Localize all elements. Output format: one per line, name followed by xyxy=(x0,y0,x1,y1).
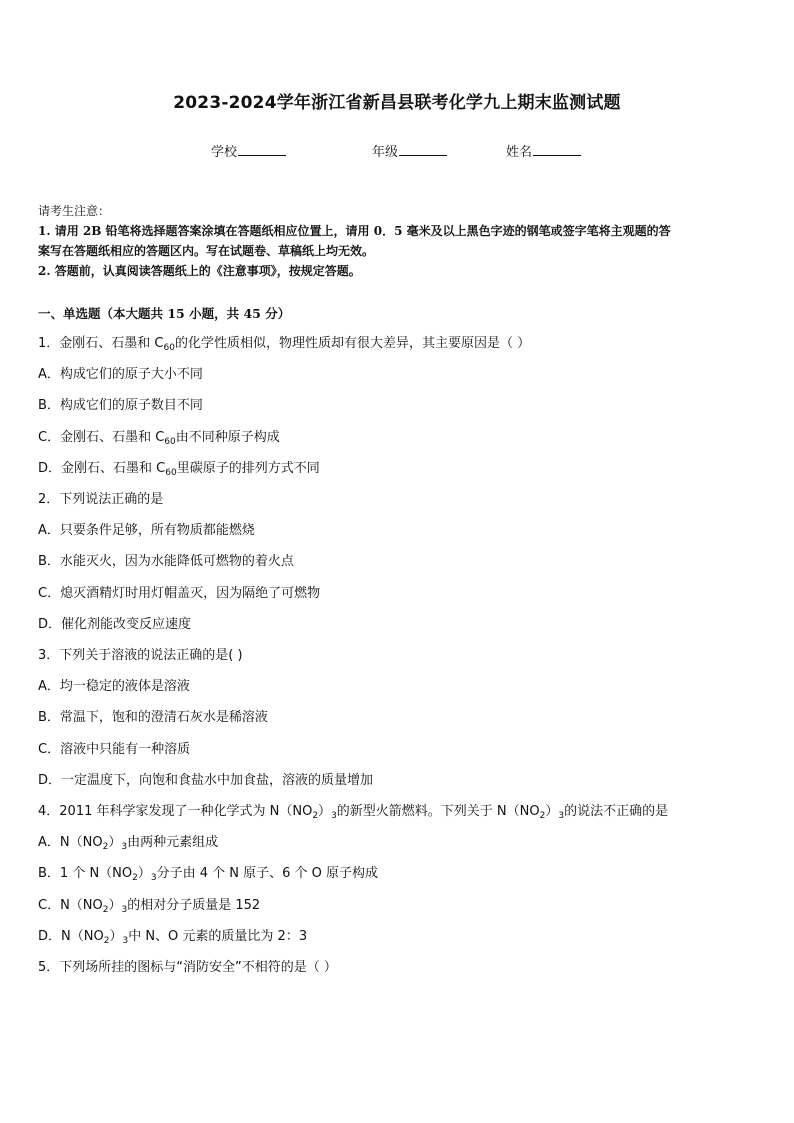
q1-option-d-subscript: 60 xyxy=(165,468,177,478)
q4-option-c xyxy=(38,894,260,913)
q4-stem-part: 4．2011 年科学家发现了一种化学式为 N（NO xyxy=(38,804,313,819)
grade-field xyxy=(372,141,447,160)
q1-option-d xyxy=(38,457,320,476)
q3-option-b: B．常温下，饱和的澄清石灰水是稀溶液 xyxy=(38,710,268,725)
q4-stem-subscript: 2 xyxy=(312,811,319,821)
notice-item-2: 2. 答题前，认真阅读答题纸上的《注意事项》，按规定答题。 xyxy=(38,264,361,278)
q4-option-a-part: ） xyxy=(108,835,122,850)
q4-option-c-part: C．N（NO xyxy=(38,898,103,913)
q4-option-d-subscript: 2 xyxy=(103,936,110,946)
q4-stem xyxy=(38,800,668,819)
q3-stem: 3．下列关于溶液的说法正确的是( ) xyxy=(38,648,243,663)
q3-option-a: A．均一稳定的液体是溶液 xyxy=(38,679,190,694)
q4-stem-part: 的说法不正确的是 xyxy=(564,804,669,819)
q1-stem-part: 的化学性质相似，物理性质却有很大差异，其主要原因是（ ） xyxy=(174,336,531,351)
notice-item-1-line-1: 1. 请用 2B 铅笔将选择题答案涂填在答题纸相应位置上，请用 0．5 毫米及以上黑色字迹的钢笔或签字笔将主观题的答 xyxy=(38,224,671,238)
q4-option-b-part: B．1 个 N（NO xyxy=(38,866,133,881)
q4-stem-part: ） xyxy=(545,804,559,819)
q1-stem xyxy=(38,332,530,351)
q1-option-a: A．构成它们的原子大小不同 xyxy=(38,367,203,382)
q4-option-c-part: ） xyxy=(108,898,122,913)
q4-option-c-subscript: 3 xyxy=(121,905,128,915)
notice-item-1-line-2: 案写在答题纸相应的答题区内。写在试题卷、草稿纸上均无效。 xyxy=(38,244,375,258)
q1-option-d-part: 里碳原子的排列方式不同 xyxy=(176,461,320,476)
q1-stem-part: 1．金刚石、石墨和 C xyxy=(38,336,164,351)
q4-option-b-part: ） xyxy=(137,866,151,881)
name-blank xyxy=(533,143,581,156)
q1-option-d-part: D．金刚石、石墨和 C xyxy=(38,461,166,476)
q4-option-b-part: 分子由 4 个 N 原子、6 个 O 原子构成 xyxy=(156,866,379,881)
q4-stem-subscript: 3 xyxy=(558,811,565,821)
q4-option-a-part: 由两种元素组成 xyxy=(127,835,219,850)
q4-stem-part: 的新型火箭燃料。下列关于 N（NO xyxy=(336,804,540,819)
q4-option-a-subscript: 3 xyxy=(121,842,128,852)
q3-option-d: D．一定温度下，向饱和食盐水中加食盐，溶液的质量增加 xyxy=(38,773,374,788)
school-label: 学校 xyxy=(211,145,238,160)
notice-block xyxy=(38,201,760,281)
q1-option-c-part: C．金刚石、石墨和 C xyxy=(38,430,165,445)
q5-stem: 5．下列场所挂的图标与“消防安全”不相符的是（ ） xyxy=(38,960,337,975)
q4-stem-subscript: 2 xyxy=(539,811,546,821)
name-label: 姓名 xyxy=(506,145,533,160)
q4-option-a xyxy=(38,831,218,850)
q4-option-b-subscript: 2 xyxy=(132,873,138,883)
q1-option-b: B．构成它们的原子数目不同 xyxy=(38,398,203,413)
q1-stem-subscript: 60 xyxy=(163,343,175,353)
q4-option-d-subscript: 3 xyxy=(122,936,129,946)
q4-option-a-part: A．N（NO xyxy=(38,835,103,850)
page-title: 2023-2024学年浙江省新昌县联考化学九上期末监测试题 xyxy=(173,93,621,113)
q4-option-d-part: D．N（NO xyxy=(38,929,104,944)
q4-option-d-part: 中 N、O 元素的质量比为 2：3 xyxy=(128,929,308,944)
q4-stem-part: ） xyxy=(318,804,332,819)
q4-option-c-part: 的相对分子质量是 152 xyxy=(127,898,261,913)
q1-option-c-subscript: 60 xyxy=(164,437,176,447)
grade-blank xyxy=(399,143,447,156)
section-title: 一、单选题（本大题共 15 小题，共 45 分） xyxy=(38,306,291,321)
q1-option-c xyxy=(38,426,280,445)
school-blank xyxy=(238,143,286,156)
q4-option-d xyxy=(38,925,307,944)
q4-option-a-subscript: 2 xyxy=(102,842,109,852)
school-field xyxy=(211,141,286,160)
grade-label: 年级 xyxy=(372,145,399,160)
name-field xyxy=(506,141,581,160)
q2-option-a: A．只要条件足够，所有物质都能燃烧 xyxy=(38,523,255,538)
q2-option-d: D．催化剂能改变反应速度 xyxy=(38,617,192,632)
q2-option-c: C．熄灭酒精灯时用灯帽盖灭，因为隔绝了可燃物 xyxy=(38,586,321,601)
q2-stem: 2．下列说法正确的是 xyxy=(38,492,164,507)
notice-heading: 请考生注意： xyxy=(38,204,111,218)
q4-option-c-subscript: 2 xyxy=(102,905,109,915)
q3-option-c: C．溶液中只能有一种溶质 xyxy=(38,742,191,757)
q4-option-b-subscript: 3 xyxy=(150,873,157,883)
q4-option-d-part: ） xyxy=(109,929,123,944)
q4-stem-subscript: 3 xyxy=(331,811,337,821)
q2-option-b: B．水能灭火，因为水能降低可燃物的着火点 xyxy=(38,554,294,569)
q4-option-b xyxy=(38,862,378,881)
q1-option-c-part: 由不同种原子构成 xyxy=(175,430,280,445)
